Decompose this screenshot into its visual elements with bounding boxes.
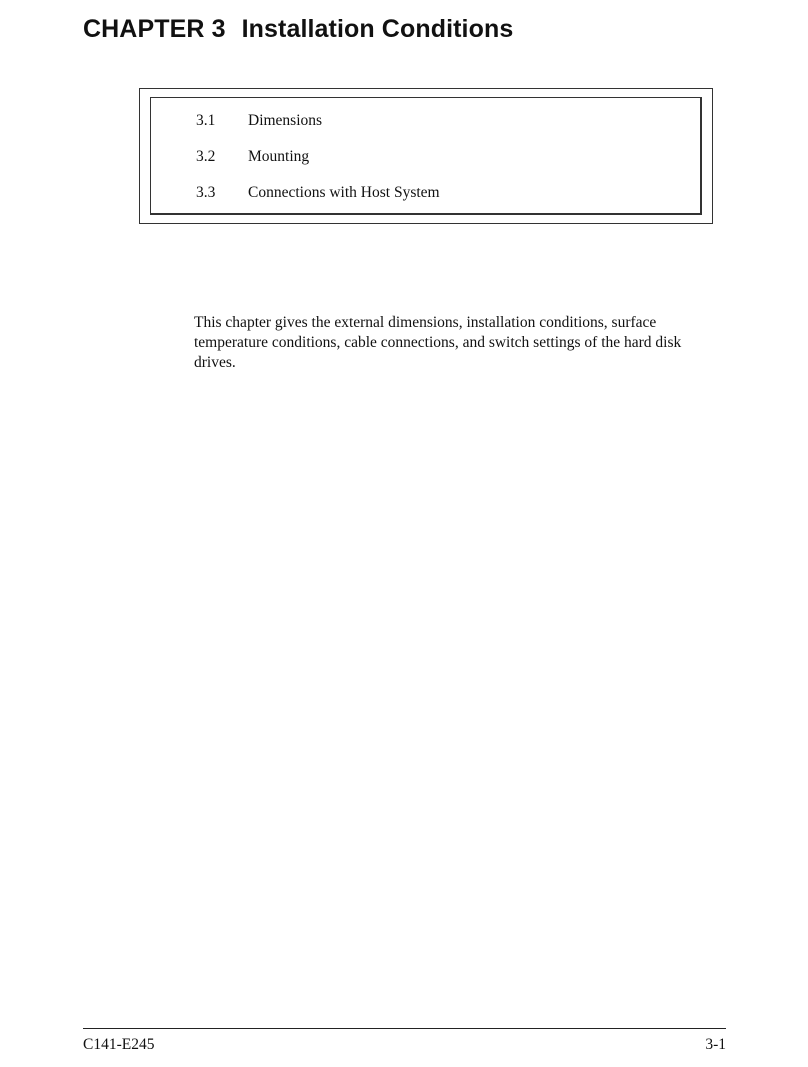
toc-item-number: 3.1	[196, 112, 216, 129]
footer-divider	[83, 1028, 726, 1029]
toc-item-connections-with-host-system[interactable]	[196, 183, 440, 203]
toc-item-dimensions[interactable]	[196, 111, 322, 131]
footer-document-code: C141-E245	[83, 1036, 155, 1053]
toc-item-title: Mounting	[248, 148, 310, 165]
toc-item-title: Connections with Host System	[248, 184, 440, 201]
chapter-heading	[83, 12, 513, 46]
toc-item-title: Dimensions	[248, 112, 323, 129]
toc-item-mounting[interactable]	[196, 147, 309, 167]
chapter-title: Installation Conditions	[241, 15, 514, 43]
footer-page-number: 3-1	[705, 1036, 726, 1053]
chapter-contents-box	[139, 88, 713, 224]
toc-item-number: 3.3	[196, 184, 216, 201]
toc-item-number: 3.2	[196, 148, 216, 165]
chapter-contents-inner-frame	[150, 97, 702, 215]
chapter-label: CHAPTER 3	[83, 15, 226, 43]
chapter-intro-paragraph: This chapter gives the external dimensions, installation conditions, surface temperature conditions, cable connections, and switch settings of the hard disk drives.	[194, 314, 682, 371]
